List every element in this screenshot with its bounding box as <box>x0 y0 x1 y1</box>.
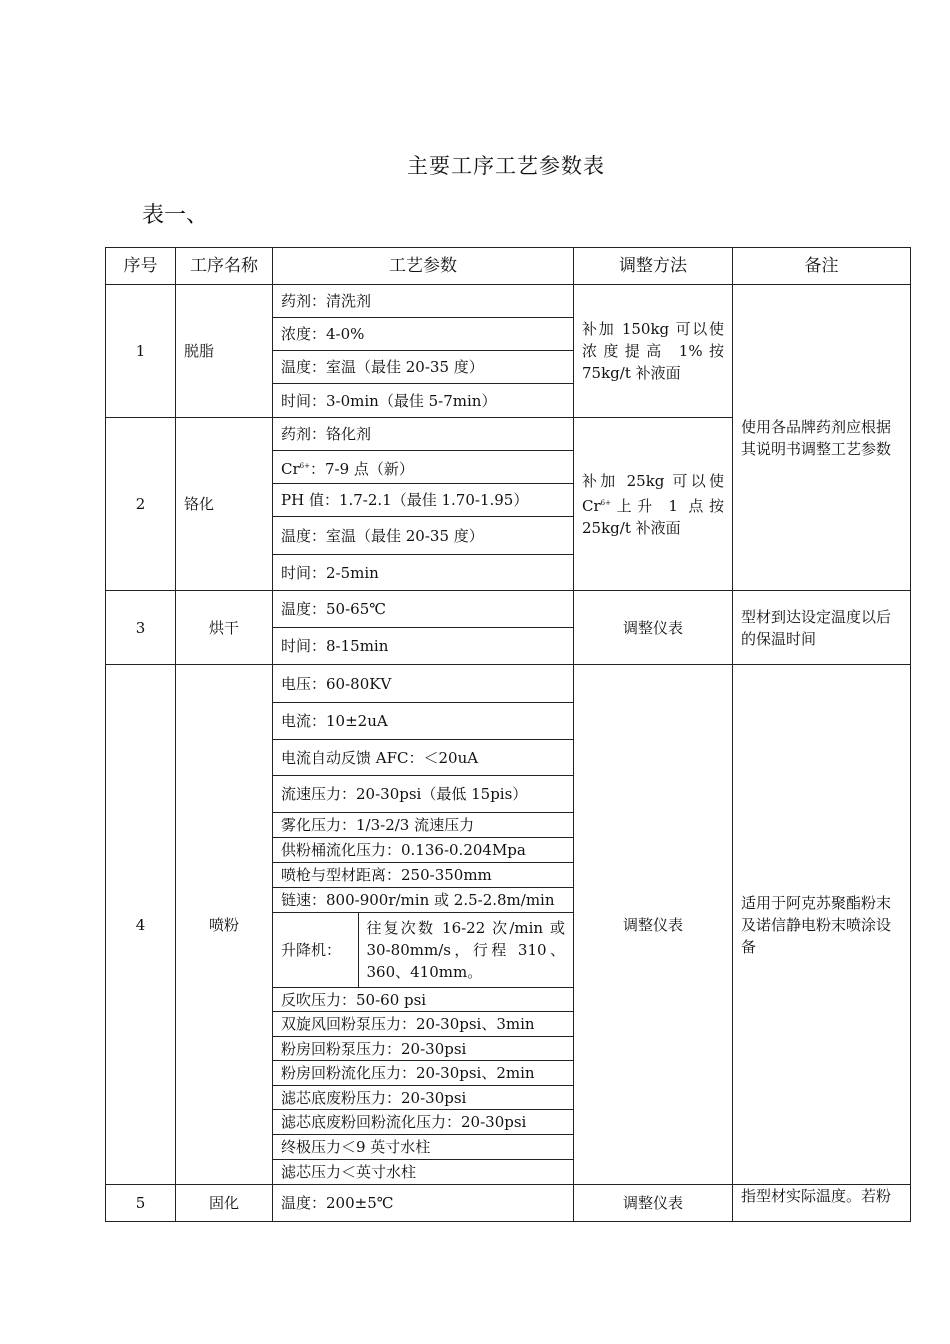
param-cell: 终极压力＜9 英寸水柱 <box>273 1135 574 1160</box>
param-cell: 电压：60-80KV <box>273 665 574 703</box>
param-text: ：7-9 点（新） <box>309 459 414 478</box>
table-row <box>106 591 911 628</box>
table-row <box>106 285 911 318</box>
superscript: 6+ <box>299 461 310 470</box>
param-cell: 喷枪与型材距离：250-350mm <box>273 863 574 888</box>
param-cell: 时间：8-15min <box>273 628 574 665</box>
process-parameter-table <box>105 247 911 1222</box>
process-no: 5 <box>106 1185 176 1222</box>
lift-subtable <box>273 913 573 987</box>
page-title: 主要工序工艺参数表 <box>407 154 605 178</box>
param-cell: 电流自动反馈 AFC：＜20uA <box>273 740 574 776</box>
process-name: 烘干 <box>176 591 273 665</box>
param-cell: 粉房回粉泵压力：20-30psi <box>273 1037 574 1061</box>
process-name: 喷粉 <box>176 665 273 1185</box>
param-cell: 供粉桶流化压力：0.136-0.204Mpa <box>273 838 574 863</box>
adjust-cell: 补加 150kg 可以使浓度提高 1%按 75kg/t 补液面 <box>574 285 733 418</box>
param-cell: 温度：50-65℃ <box>273 591 574 628</box>
process-name: 脱脂 <box>176 285 273 418</box>
param-cell: 温度：200±5℃ <box>273 1185 574 1222</box>
table-row <box>106 1185 911 1222</box>
remark-cell: 使用各品牌药剂应根据其说明书调整工艺参数 <box>733 285 911 591</box>
param-cell: PH 值：1.7-2.1（最佳 1.70-1.95） <box>273 484 574 517</box>
superscript: 6+ <box>600 498 611 507</box>
header-remarks: 备注 <box>733 248 911 285</box>
param-cell: 滤芯压力＜英寸水柱 <box>273 1160 574 1185</box>
adjust-cell <box>574 418 733 591</box>
param-cell: 浓度：4-0% <box>273 318 574 351</box>
adjust-cell: 调整仪表 <box>574 591 733 665</box>
table-row <box>106 665 911 703</box>
process-no: 3 <box>106 591 176 665</box>
header-parameters: 工艺参数 <box>273 248 574 285</box>
remark-cell: 适用于阿克苏聚酯粉末及诺信静电粉末喷涂设备 <box>733 665 911 1185</box>
param-cell: 粉房回粉流化压力：20-30psi、2min <box>273 1061 574 1086</box>
param-cell <box>273 913 574 988</box>
param-cell: 药剂：铬化剂 <box>273 418 574 451</box>
param-cell: 滤芯底废粉压力：20-30psi <box>273 1086 574 1110</box>
adjust-text: 补加 25kg 可以使 Cr <box>582 471 724 515</box>
table-header-row <box>106 248 911 285</box>
param-cell: 链速：800-900r/min 或 2.5-2.8m/min <box>273 888 574 913</box>
param-cell: 温度：室温（最佳 20-35 度） <box>273 517 574 555</box>
param-cell <box>273 451 574 484</box>
header-no: 序号 <box>106 248 176 285</box>
remark-cell: 型材到达设定温度以后的保温时间 <box>733 591 911 665</box>
param-cell: 时间：2-5min <box>273 555 574 591</box>
param-cell: 流速压力：20-30psi（最低 15pis） <box>273 776 574 813</box>
param-cell: 温度：室温（最佳 20-35 度） <box>273 351 574 384</box>
adjust-cell: 调整仪表 <box>574 1185 733 1222</box>
header-process-name: 工序名称 <box>176 248 273 285</box>
param-text: Cr <box>281 459 300 478</box>
param-cell: 双旋风回粉泵压力：20-30psi、3min <box>273 1012 574 1037</box>
param-cell: 电流：10±2uA <box>273 703 574 740</box>
adjust-text: 上升 1 点按 25kg/t 补液面 <box>582 496 724 537</box>
process-no: 2 <box>106 418 176 591</box>
adjust-cell: 调整仪表 <box>574 665 733 1185</box>
process-no: 1 <box>106 285 176 418</box>
process-name: 固化 <box>176 1185 273 1222</box>
process-name: 铬化 <box>176 418 273 591</box>
param-cell: 滤芯底废粉回粉流化压力：20-30psi <box>273 1110 574 1135</box>
param-cell: 时间：3-0min（最佳 5-7min） <box>273 384 574 418</box>
header-adjust-method: 调整方法 <box>574 248 733 285</box>
param-cell: 雾化压力：1/3-2/3 流速压力 <box>273 813 574 838</box>
param-cell: 药剂：清洗剂 <box>273 285 574 318</box>
table-caption: 表一、 <box>142 203 209 228</box>
process-no: 4 <box>106 665 176 1185</box>
remark-cell: 指型材实际温度。若粉 <box>733 1185 911 1222</box>
lift-value: 往复次数 16-22 次/min 或 30-80mm/s，行程 310、360、410mm。 <box>358 913 573 987</box>
param-cell: 反吹压力：50-60 psi <box>273 988 574 1012</box>
lift-label: 升降机： <box>281 941 342 959</box>
